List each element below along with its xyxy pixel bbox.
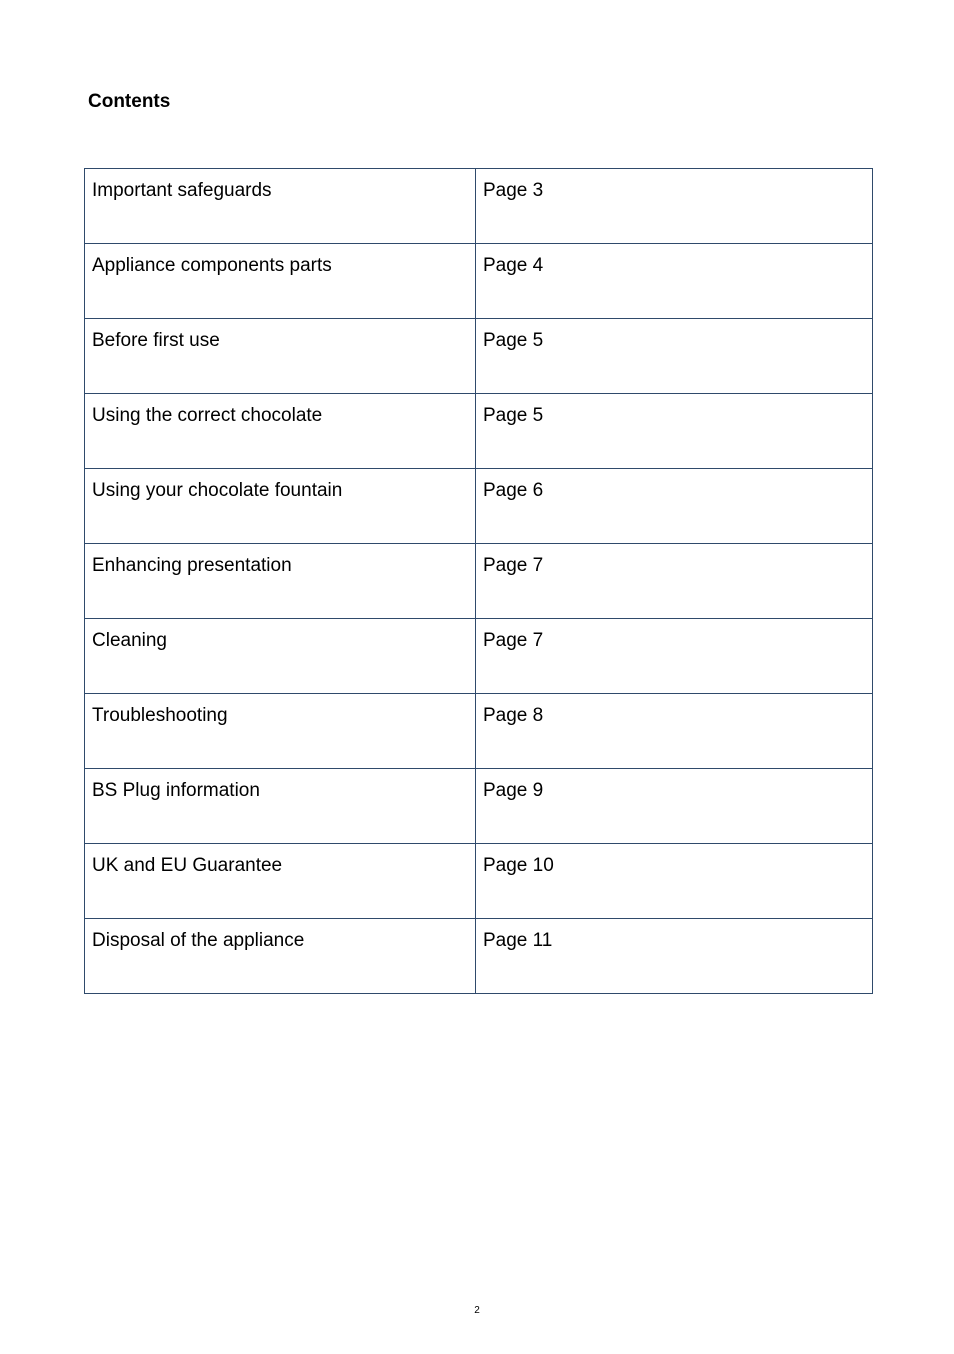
section-title: UK and EU Guarantee [85,844,476,919]
page-title: Contents [88,91,171,112]
section-title: Using your chocolate fountain [85,469,476,544]
table-row [85,244,873,319]
section-page: Page 7 [476,619,873,694]
table-row [85,769,873,844]
section-title: Cleaning [85,619,476,694]
section-page: Page 10 [476,844,873,919]
section-page: Page 7 [476,544,873,619]
table-row [85,469,873,544]
section-page: Page 5 [476,319,873,394]
section-title: Important safeguards [85,169,476,244]
contents-table [84,168,873,994]
section-title: Appliance components parts [85,244,476,319]
section-page: Page 5 [476,394,873,469]
table-row [85,694,873,769]
section-page: Page 9 [476,769,873,844]
table-row [85,544,873,619]
section-page: Page 3 [476,169,873,244]
table-row [85,319,873,394]
section-page: Page 11 [476,919,873,994]
section-title: Using the correct chocolate [85,394,476,469]
page-number: 2 [474,1305,480,1316]
section-page: Page 8 [476,694,873,769]
table-row [85,619,873,694]
section-title: Before first use [85,319,476,394]
table-row [85,844,873,919]
section-page: Page 4 [476,244,873,319]
section-title: Troubleshooting [85,694,476,769]
table-row [85,394,873,469]
section-title: Enhancing presentation [85,544,476,619]
section-title: Disposal of the appliance [85,919,476,994]
section-page: Page 6 [476,469,873,544]
table-row [85,919,873,994]
table-row [85,169,873,244]
contents-table-body [85,169,873,994]
section-title: BS Plug information [85,769,476,844]
